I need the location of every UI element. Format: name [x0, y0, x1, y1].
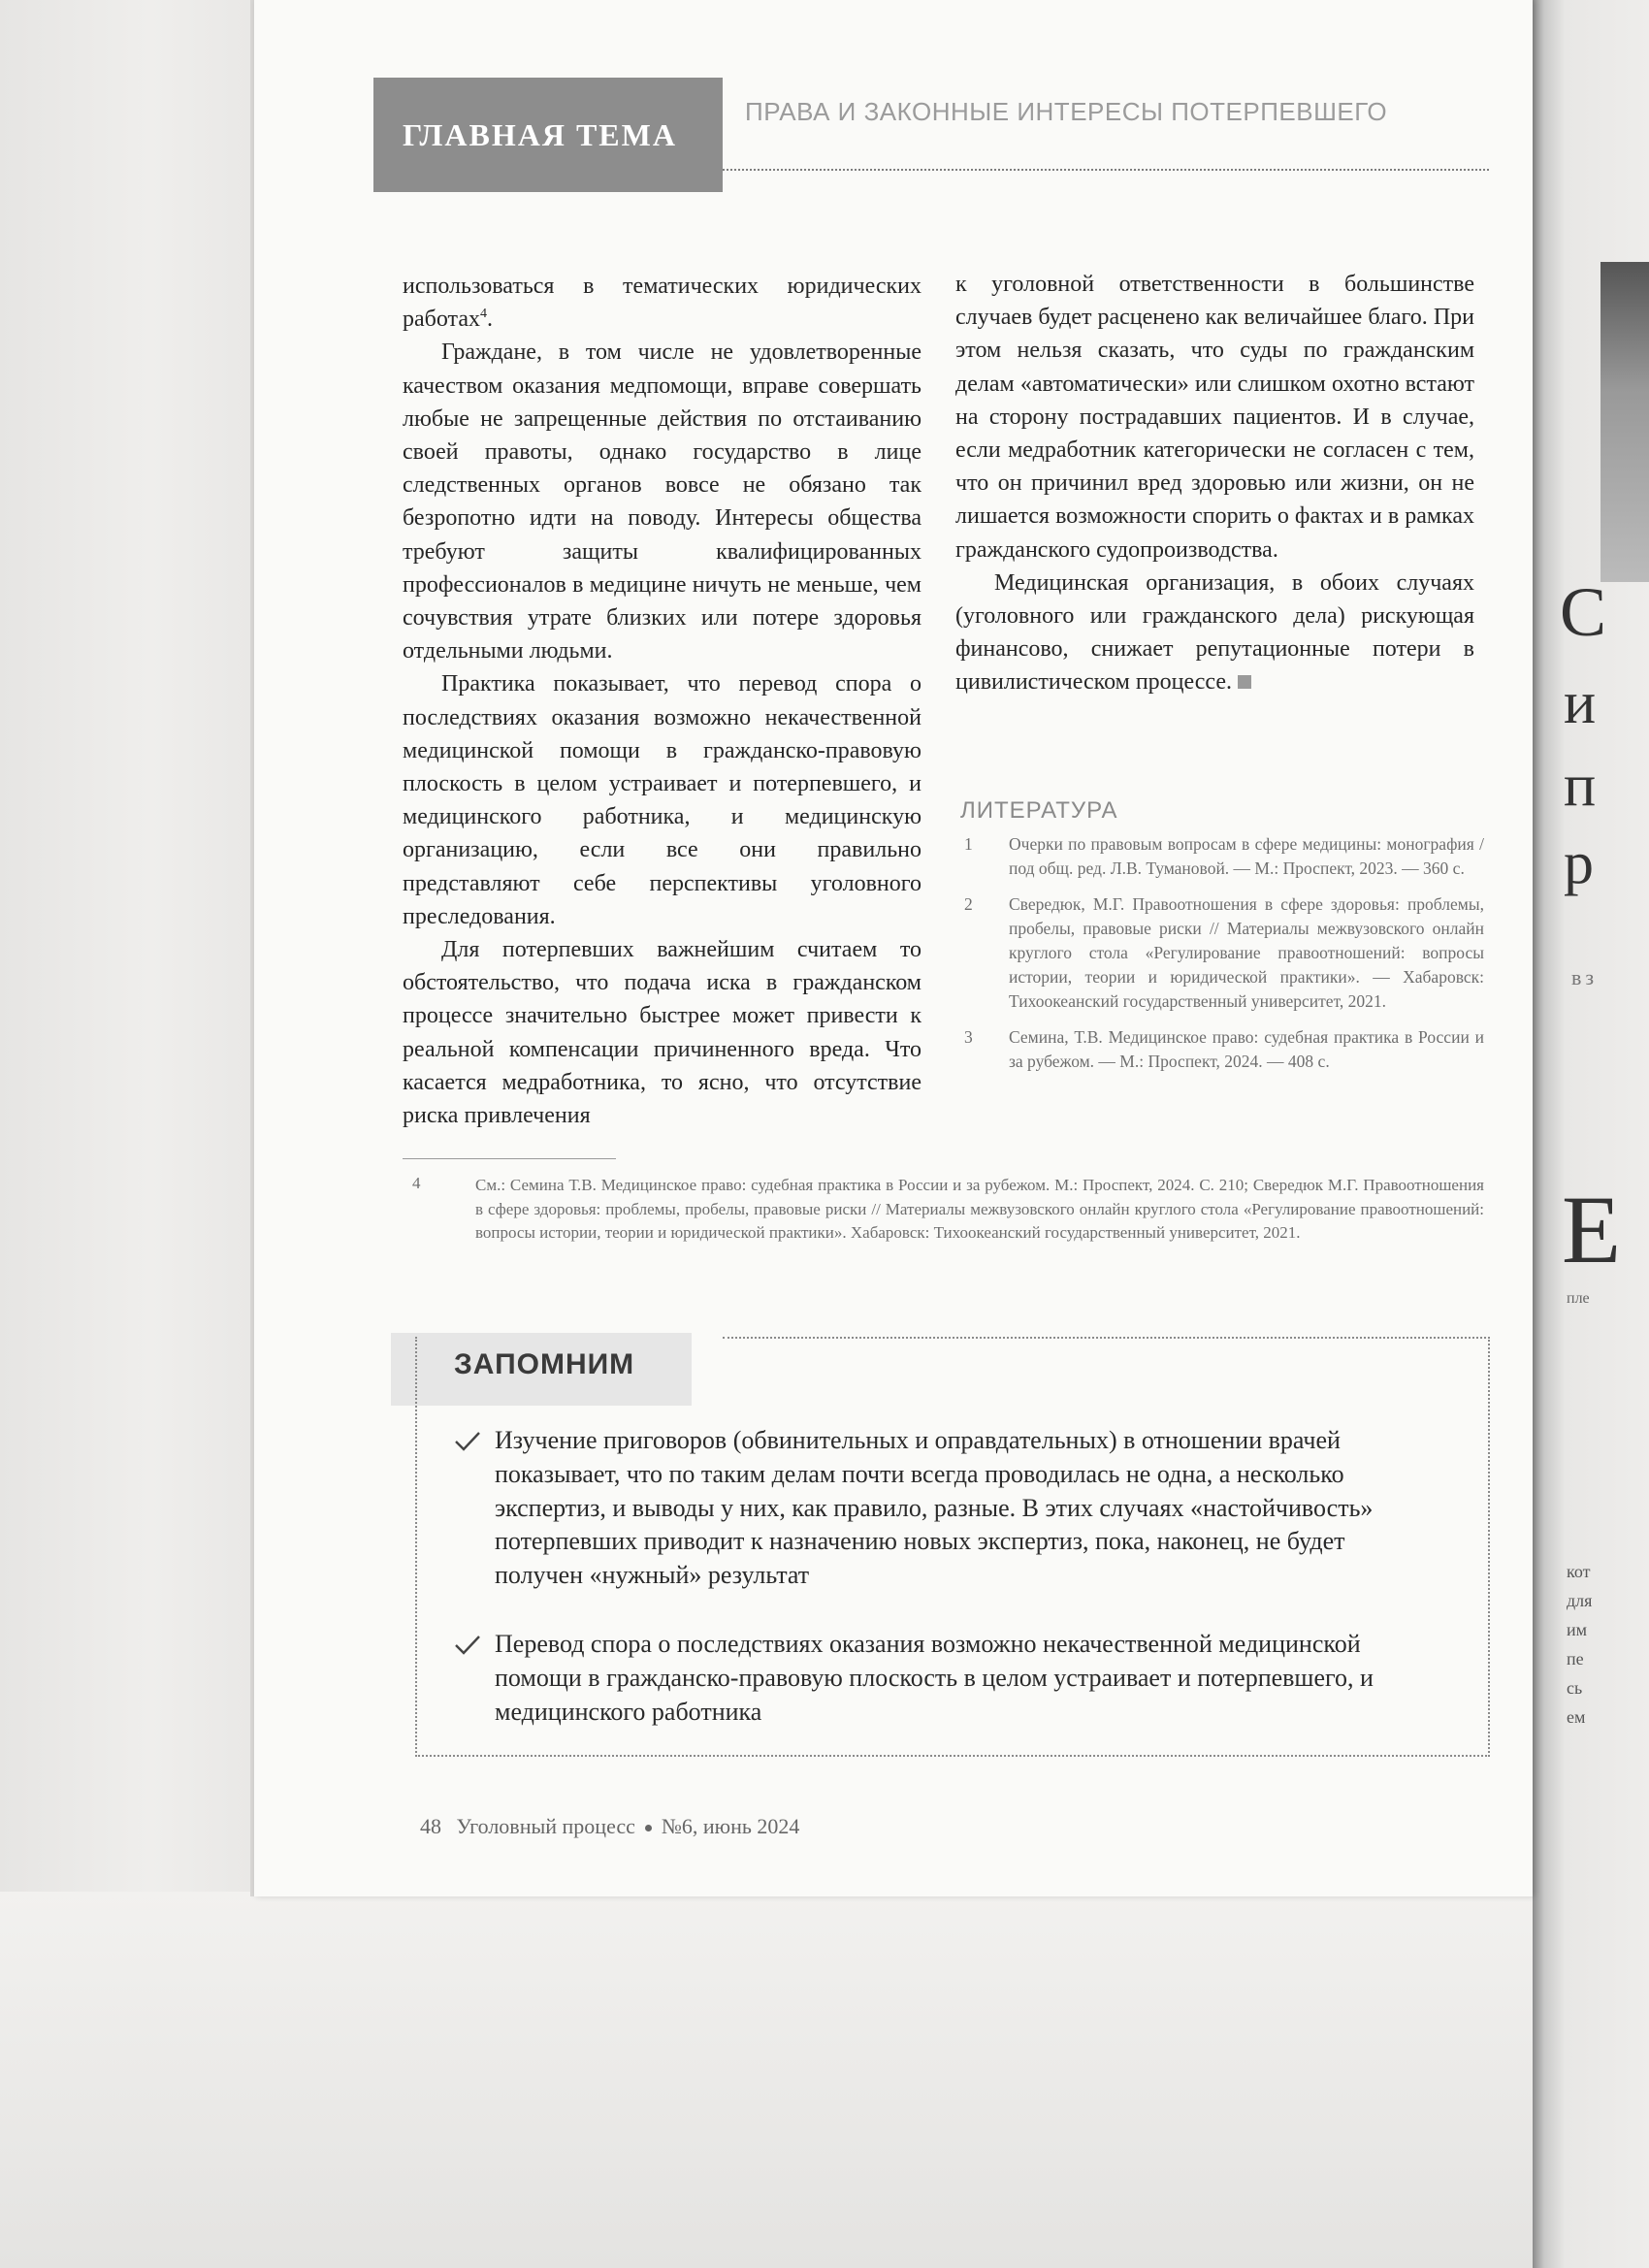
neighbor-glyph: и: [1564, 670, 1597, 736]
journal-title: Уголовный процесс: [456, 1814, 635, 1838]
literature-number: 1: [964, 834, 973, 854]
remember-item: [454, 1424, 1434, 1593]
neighbor-glyph: пе: [1567, 1649, 1584, 1669]
literature-heading: ЛИТЕРАТУРА: [960, 797, 1118, 824]
scan-background-bottom: [0, 1892, 1649, 2268]
remember-item-text: Изучение приговоров (обвинительных и оправдательных) в отношении врачей показывает, что по таким делам почти всегда проводилась не одна, а несколько экспертиз, и выводы у них, как правило, разные. В этих случаях «настойчивость» потерпевших приводит к назначению новых экспертиз, пока, наконец, не будет получен «нужный» результат: [495, 1426, 1374, 1590]
page-number: 48: [420, 1814, 441, 1838]
neighbor-glyph: Е: [1562, 1176, 1622, 1283]
end-of-article-mark: [1238, 675, 1251, 689]
article-topic: ПРАВА И ЗАКОННЫЕ ИНТЕРЕСЫ ПОТЕРПЕВШЕГО: [745, 97, 1388, 126]
literature-list: [960, 832, 1484, 1085]
checkmark-icon: [454, 1430, 481, 1453]
section-tab: [373, 78, 723, 192]
literature-text: Семина, Т.В. Медицинское право: судебная практика в России и за рубежом. — М.: Проспект, 2024. — 408 с.: [1009, 1027, 1484, 1071]
paragraph: Граждане, в том числе не удовлетворенные качеством оказания медпомощи, вправе совершать любые не запрещенные действия по отстаиванию своей правоты, однако государство в лице следственных органов вовсе не обязано так безропотно идти на поводу. Интересы общества требуют защиты квалифицированных профессионалов в медицине ничуть не меньше, чем сочувствия утрате близких или потере здоровья отдельными людьми.: [403, 340, 922, 664]
neighbor-photo: [1600, 262, 1649, 582]
paragraph: к уголовной ответственности в большинстве случаев будет расценено как величайшее благо. При этом нельзя сказать, что суды по гражданским делам «автоматически» или слишком охотно встают на сторону пострадавших пациентов. И в случае, если медработник категорически не согласен с тем, что он причинил вред здоровью или жизни, он не лишается возможности спорить о фактах и в рамках гражданского судопроизводства.: [955, 272, 1474, 563]
neighbor-glyph: пле: [1567, 1290, 1590, 1307]
remember-item: [454, 1628, 1434, 1729]
literature-number: 3: [964, 1027, 973, 1047]
literature-text: Очерки по правовым вопросам в сфере медицины: монография / под общ. ред. Л.В. Тумановой. — М.: Проспект, 2023. — 360 с.: [1009, 834, 1484, 878]
paragraph: Для потерпевших важнейшим считаем то обстоятельство, что подача иска в гражданском процессе значительно быстрее может привести к реальной компенсации причиненного вреда. Что касается медработника, то ясно, что отсутствие риска привлечения: [403, 937, 922, 1129]
neighbor-glyph: сь: [1567, 1678, 1583, 1698]
footnote-text: См.: Семина Т.В. Медицинское право: судебная практика в России и за рубежом. М.: Проспект, 2024. С. 210; Свередюк М.Г. Правоотношения в сфере здоровья: проблемы, пробелы, правовые риски // Материалы межвузовского онлайн круглого стола «Регулирование правоотношений: вопросы истории, теории и юридической практики». Хабаровск: Тихоокеанский государственный университет, 2021.: [475, 1176, 1484, 1243]
remember-item-text: Перевод спора о последствиях оказания возможно некачественной медицинской помощи в гражданско-правовую плоскость в целом устраивает и потерпевшего, и медицинского работника: [495, 1630, 1374, 1726]
header-divider: [723, 169, 1489, 171]
paragraph: использоваться в тематических юридических работах$^4$.: [403, 274, 922, 333]
neighbor-glyph: р: [1564, 830, 1594, 896]
neighbor-glyph: С: [1560, 573, 1607, 651]
paragraph: Медицинская организация, в обоих случаях (уголовного или гражданского дела) рискующая финансово, снижает репутационные потери в цивилистическом процессе.: [955, 569, 1474, 696]
paragraph: Практика показывает, что перевод спора о последствиях оказания возможно некачественной медицинской помощи в гражданско-правовую плоскость в целом устраивает и потерпевшего, и медицинского работника, и медицинскую организацию, если все они правильно представляют себе перспективы уголовного преследования.: [403, 671, 922, 929]
neighbor-glyph: вз: [1571, 965, 1599, 989]
literature-item: [960, 892, 1484, 1014]
footnote-divider: [403, 1158, 616, 1159]
literature-item: [960, 832, 1484, 881]
footnote-number: 4: [412, 1174, 421, 1192]
checkmark-icon: [454, 1634, 481, 1657]
journal-issue: №6, июнь 2024: [661, 1814, 800, 1838]
literature-text: Свередюк, М.Г. Правоотношения в сфере здоровья: проблемы, пробелы, правовые риски // Материалы межвузовского онлайн круглого стола «Регулирование правоотношений: вопросы истории, теории и юридической практики». — Хабаровск: Тихоокеанский государственный университет, 2021.: [1009, 894, 1484, 1011]
literature-item: [960, 1025, 1484, 1074]
literature-number: 2: [964, 894, 973, 914]
remember-box-top-border: [723, 1337, 1490, 1339]
neighbor-glyph: п: [1564, 753, 1597, 819]
text-column-right: [955, 268, 1474, 699]
page-footer: [420, 1814, 809, 1839]
footnote-ref: 4: [479, 307, 487, 322]
neighbor-page: [1533, 0, 1649, 2268]
section-title: ГЛАВНАЯ ТЕМА: [403, 116, 677, 152]
text-column-left: [403, 270, 922, 1132]
remember-title: ЗАПОМНИМ: [454, 1348, 635, 1380]
neighbor-glyph: для: [1567, 1591, 1593, 1610]
neighbor-glyph: им: [1567, 1620, 1588, 1639]
bullet-separator: [645, 1825, 652, 1831]
neighbor-glyph: ем: [1567, 1707, 1586, 1727]
neighbor-glyph: кот: [1567, 1562, 1591, 1581]
